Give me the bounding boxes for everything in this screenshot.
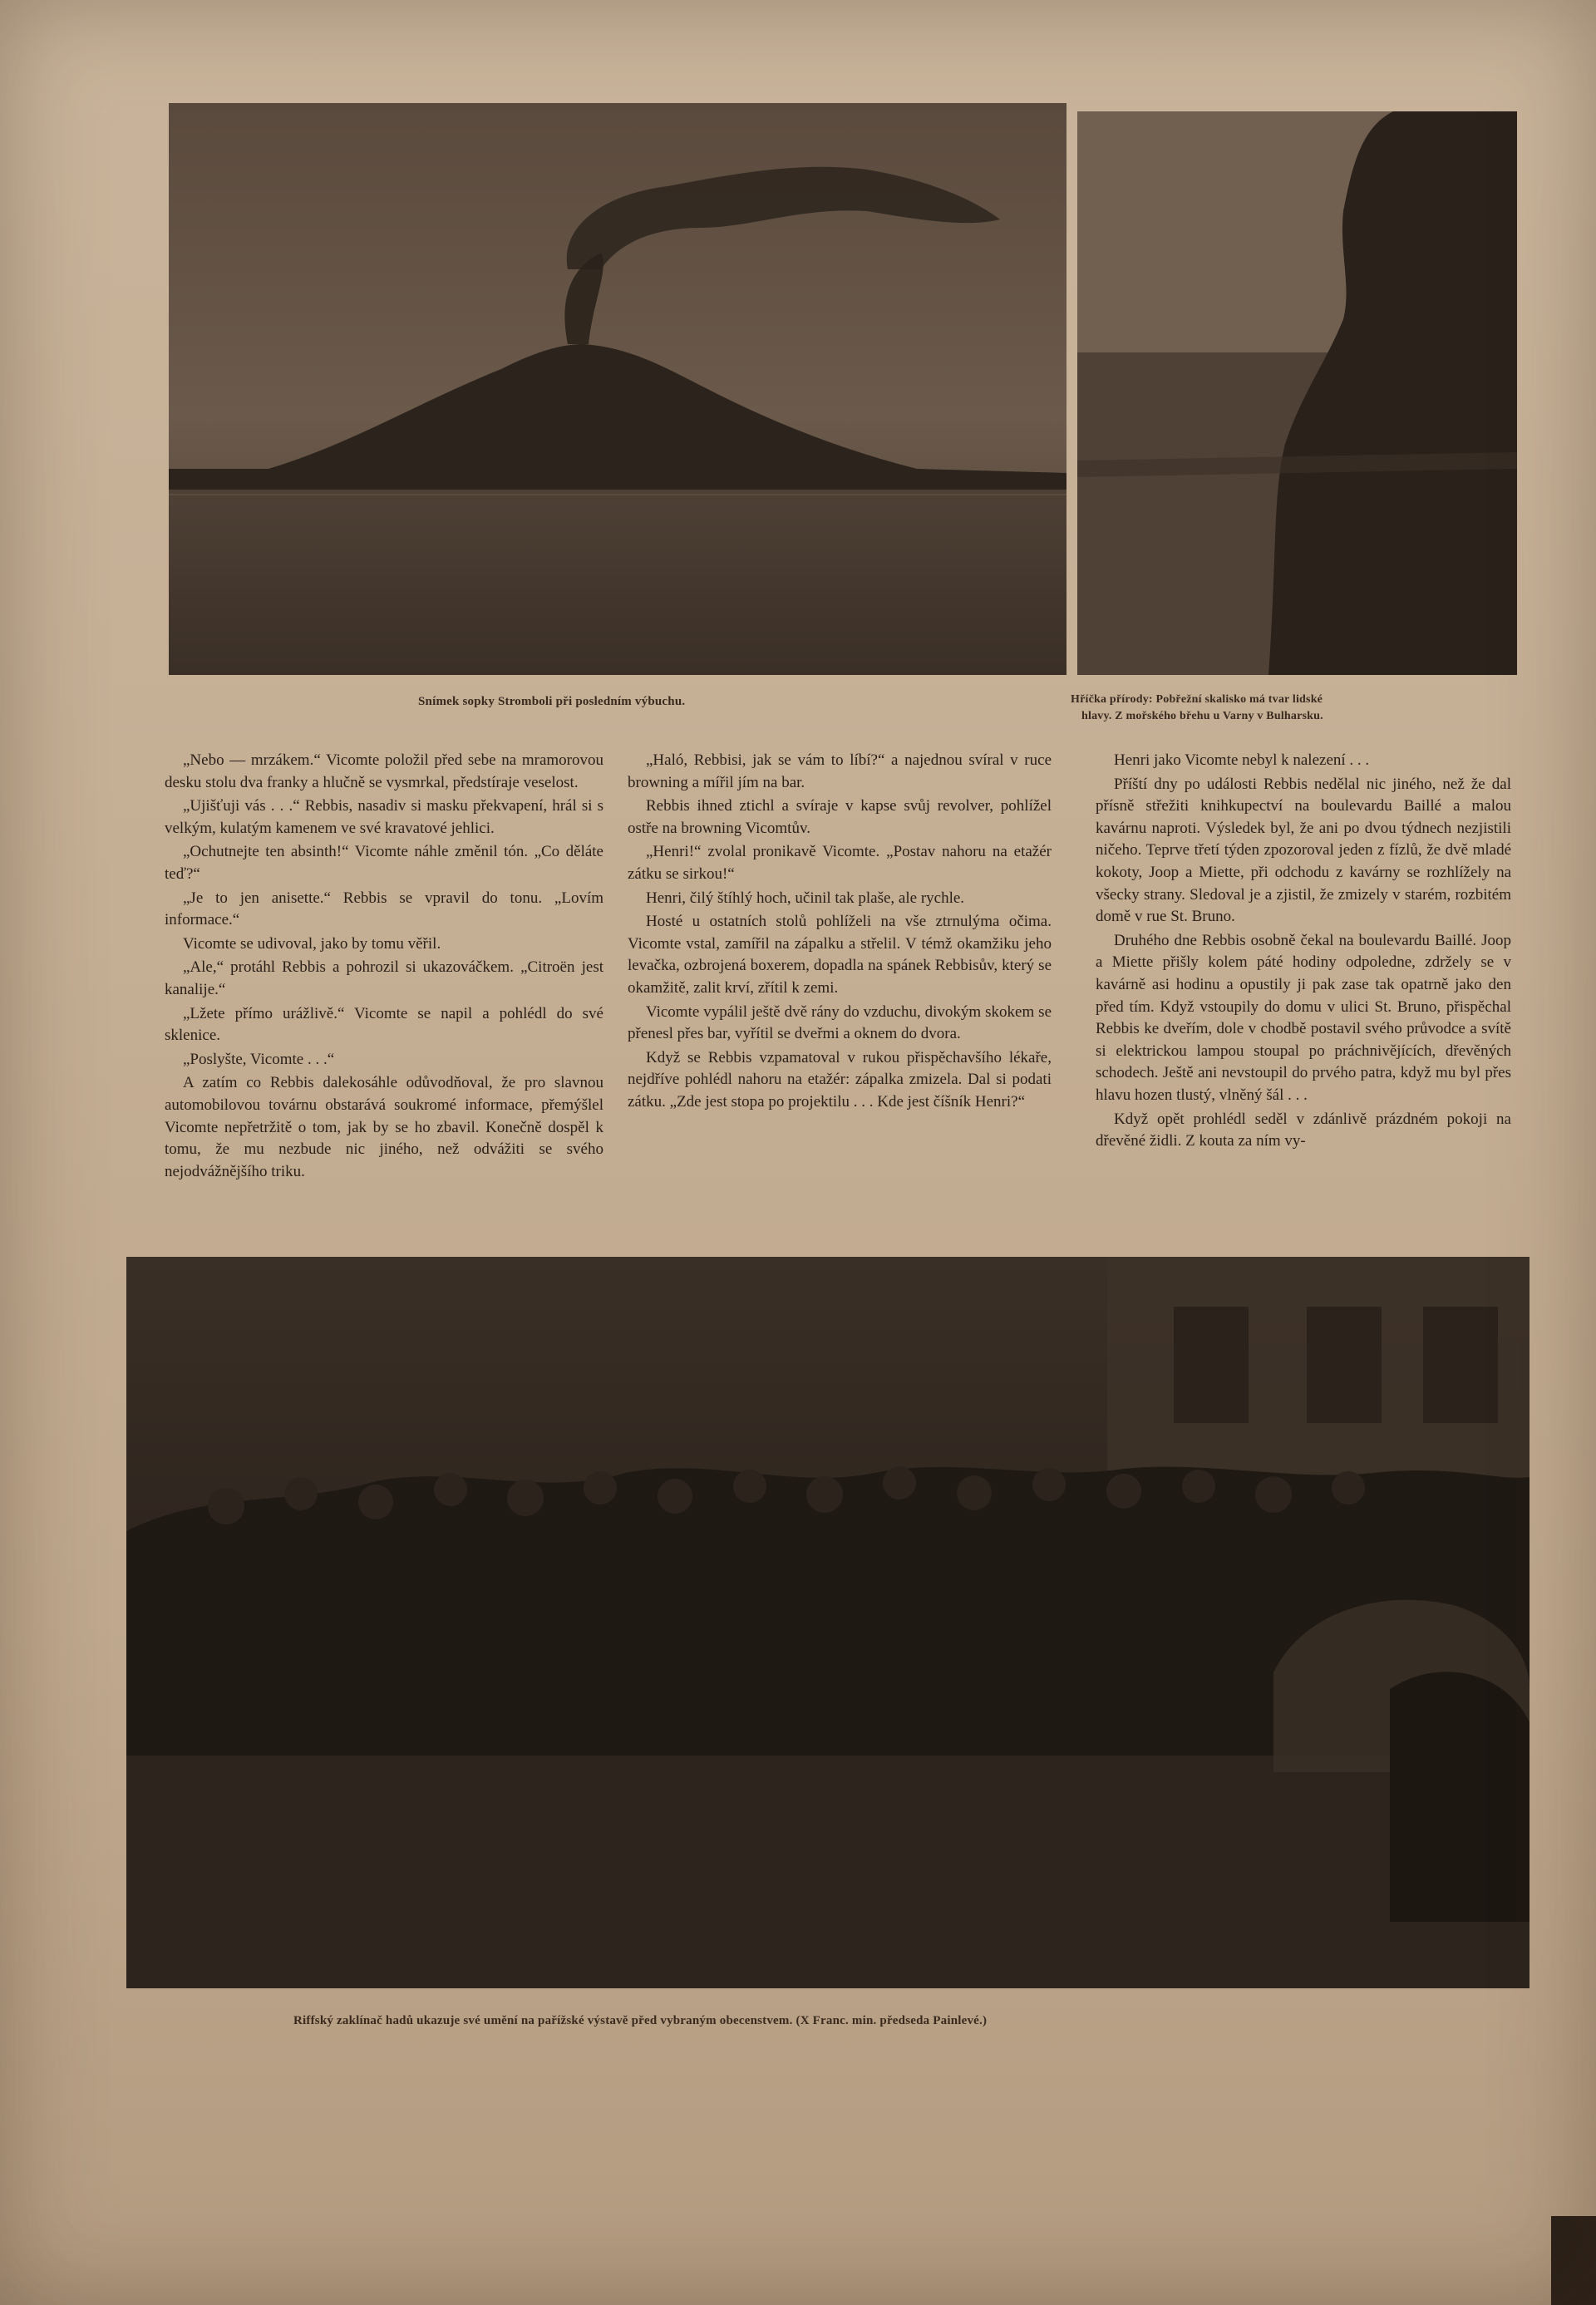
paragraph: „Henri!“ zvolal pronikavě Vicomte. „Postav nahoru na etažér zátku se sirkou!“ — [628, 843, 1052, 883]
paragraph: „Je to jen anisette.“ Rebbis se vpravil do tonu. „Lovím informace.“ — [165, 889, 603, 929]
paragraph: Rebbis ihned ztichl a svíraje v kapse svůj revolver, pohlížel ostře na browning Vicomtův. — [628, 797, 1052, 837]
paragraph: „Nebo — mrzákem.“ Vicomte položil před sebe na mramorovou desku stolu dva franky a hlučně se vysmrkal, předstíraje veselost. — [165, 751, 603, 791]
paragraph: „Ujišťuji vás . . .“ Rebbis, nasadiv si masku překvapení, hrál si s velkým, kulatým kamenem ve své kravatové jehlici. — [165, 797, 603, 837]
stromboli-photo — [169, 103, 1066, 675]
page-edge-strip — [1551, 2216, 1596, 2305]
paragraph: Henri, čilý štíhlý hoch, učinil tak plaše, ale rychle. — [646, 889, 965, 907]
face-rock-caption-line2: hlavy. Z mořského břehu u Varny v Bulharsku. — [1081, 710, 1323, 722]
paragraph: Když opět prohlédl seděl v zdánlivě prázdném pokoji na dřevěné židli. Z kouta za ním vy- — [1096, 1110, 1511, 1150]
snake-charmer-caption: Riffský zaklínač hadů ukazuje své umění na pařížské výstavě před vybraným obecenstvem. (X Franc. min. předseda Painlevé.) — [293, 2014, 988, 2027]
paragraph: „Lžete přímo urážlivě.“ Vicomte se napil a pohlédl do své sklenice. — [165, 1004, 603, 1045]
paragraph: A zatím co Rebbis dalekosáhle odůvodňoval, že pro slavnou automobilovou továrnu obstarává soukromé informace, přemýšlel Vicomte nepřetržitě o tom, jak by se ho zbavil. Konečně dospěl k tomu, že mu nezbude nic jiného, než odvážiti se svého nejodvážnějšího triku. — [165, 1074, 603, 1180]
snake-charmer-crowd-photo — [126, 1257, 1530, 1988]
paragraph: Hosté u ostatních stolů pohlíželi na vše ztrnulýma očima. Vicomte vstal, zamířil na zápalku a střelil. V témž okamžiku jeho levačka, ozbrojená boxerem, dopadla na spánek Rebbisův, který se okamžitě, zalit krví, zřítil k zemi. — [628, 913, 1052, 997]
paragraph: „Haló, Rebbisi, jak se vám to líbí?“ a najednou svíral v ruce browning a mířil jím na bar. — [628, 751, 1052, 791]
paragraph: Druhého dne Rebbis osobně čekal na boulevardu Baillé. Joop a Miette přišly kolem páté hodiny odpoledne, zdržely se v kavárně asi hodinu a opustily ji pak zase tak opatrně jako den před tím. Když vstoupily do domu v ulici St. Bruno, přispěchal Rebbis ke dveřím, dole v chodbě postavil svého průvodce a svítě si elektrickou lampou stoupal po práchnivějících, dřevěných schodech. Ještě ani nevstoupil do prvého patra, když mu byl přes hlavu hozen tlustý, vlněný šál . . . — [1096, 931, 1511, 1104]
text-column-middle — [628, 750, 1052, 1116]
paragraph: „Poslyšte, Vicomte . . .“ — [183, 1050, 335, 1068]
paragraph: Když se Rebbis vzpamatoval v rukou přispěchavšího lékaře, nejdříve pohlédl nahoru na etažér: zápalka zmizela. Dal si podati zátku. „Zde jest stopa po projektilu . . . Kde jest číšník Henri?“ — [628, 1048, 1052, 1111]
paragraph: Vicomte vypálil ještě dvě rány do vzduchu, divokým skokem se přenesl přes bar, vyřítil se dveřmi a oknem do dvora. — [628, 1002, 1052, 1043]
stromboli-caption: Snímek sopky Stromboli při posledním výbuchu. — [418, 695, 686, 708]
face-rock-caption-line1: Hříčka přírody: Pobřežní skalisko má tvar lidské — [1071, 693, 1323, 706]
text-column-left — [165, 750, 603, 1185]
paragraph: „Ochutnejte ten absinth!“ Vicomte náhle změnil tón. „Co děláte teď?“ — [165, 843, 603, 883]
paragraph: „Ale,“ protáhl Rebbis a pohrozil si ukazováčkem. „Citroën jest kanalije.“ — [165, 958, 603, 998]
text-column-right — [1096, 750, 1511, 1155]
paragraph: Vicomte se udivoval, jako by tomu věřil. — [183, 934, 441, 953]
face-rock-photo — [1077, 111, 1517, 675]
paragraph: Příští dny po události Rebbis nedělal nic jiného, než že dal přísně střežiti knihkupectví na boulevardu Baillé a malou kavárnu naproti. Výsledek byl, že ani po dvou týdnech nezjistili ničeho. Teprve třetí týden zpozoroval jeden z fízlů, že dvě mladé kokoty, Joop a Miette, při odchodu z kavárny se rozhlížely na všecky strany. Sledoval je a zjistil, že zmizely v starém, rozbitém domě v rue St. Bruno. — [1096, 775, 1511, 926]
paragraph: Henri jako Vicomte nebyl k nalezení . . . — [1114, 751, 1370, 769]
